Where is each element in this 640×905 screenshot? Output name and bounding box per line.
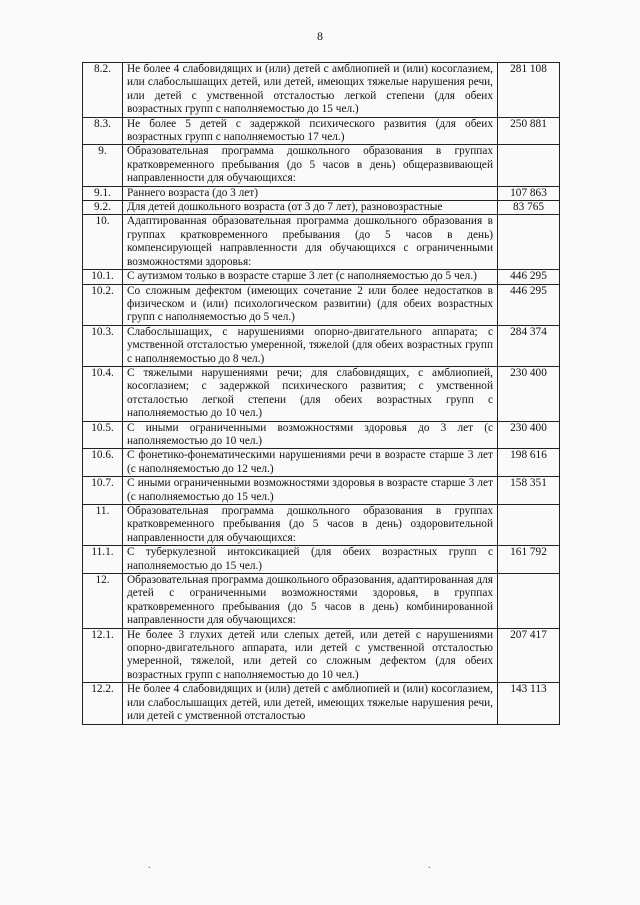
table-row: [83, 145, 560, 186]
table-row: [83, 284, 560, 325]
row-number: 10.1.: [83, 270, 123, 284]
row-value: 143 113: [498, 683, 560, 724]
row-description: Адаптированная образовательная программа дошкольного образования в группах кратковременного пребывания (до 5 часов в день) компенсирующей направленности для обучающихся с ограниченными возможностями здоровья:: [123, 215, 498, 270]
table-row: [83, 366, 560, 421]
row-description: Образовательная программа дошкольного образования в группах кратковременного пребывания (до 5 часов в день) общеразвивающей направленности для обучающихся:: [123, 145, 498, 186]
row-description: Раннего возраста (до 3 лет): [123, 186, 498, 200]
row-number: 10.4.: [83, 366, 123, 421]
row-value: 281 108: [498, 63, 560, 118]
row-value: 284 374: [498, 325, 560, 366]
table-row: [83, 270, 560, 284]
table-row: [83, 201, 560, 215]
row-value: 446 295: [498, 270, 560, 284]
table-body: [83, 63, 560, 725]
row-description: С туберкулезной интоксикацией (для обеих возрастных групп с наполняемостью до 15 чел.): [123, 546, 498, 574]
table-row: [83, 215, 560, 270]
table-row: [83, 421, 560, 449]
table-row: [83, 628, 560, 683]
row-value: 446 295: [498, 284, 560, 325]
row-number: 8.3.: [83, 117, 123, 145]
table-row: [83, 574, 560, 629]
scan-mark-left: .: [148, 860, 151, 871]
row-description: Образовательная программа дошкольного образования, адаптированная для детей с ограниченными возможностями здоровья, в группах кратковременного пребывания (до 5 часов в день) комбинированной направленности для обучающихся:: [123, 574, 498, 629]
table-row: [83, 325, 560, 366]
table-row: [83, 117, 560, 145]
row-description: Образовательная программа дошкольного образования в группах кратковременного пребывания (до 5 часов в день) оздоровительной направленности для обучающихся:: [123, 505, 498, 546]
row-description: С аутизмом только в возрасте старше 3 лет (с наполняемостью до 5 чел.): [123, 270, 498, 284]
row-value: [498, 574, 560, 629]
row-value: [498, 215, 560, 270]
row-number: 10.3.: [83, 325, 123, 366]
row-number: 11.: [83, 505, 123, 546]
row-value: 207 417: [498, 628, 560, 683]
row-value: [498, 505, 560, 546]
row-value: 198 616: [498, 449, 560, 477]
row-value: 107 863: [498, 186, 560, 200]
row-number: 9.1.: [83, 186, 123, 200]
row-description: Не более 3 глухих детей или слепых детей, или детей с нарушениями опорно-двигательного аппарата, или детей с умственной отсталостью умеренной, тяжелой, или детей со сложным дефектом (для обеих возрастных групп с наполняемостью до 10 чел.): [123, 628, 498, 683]
row-description: С иными ограниченными возможностями здоровья в возрасте старше 3 лет (с наполняемостью до 15 чел.): [123, 477, 498, 505]
row-description: С иными ограниченными возможностями здоровья до 3 лет (с наполняемостью до 10 чел.): [123, 421, 498, 449]
row-description: Со сложным дефектом (имеющих сочетание 2 или более недостатков в физическом и (или) психологическом развитии) (для обеих возрастных групп с наполняемостью до 5 чел.): [123, 284, 498, 325]
row-value: 230 400: [498, 421, 560, 449]
row-value: 83 765: [498, 201, 560, 215]
row-description: Не более 4 слабовидящих и (или) детей с амблиопией и (или) косоглазием, или слабослышащих детей, или детей, имеющих тяжелые нарушения речи, или детей с умственной отсталостью: [123, 683, 498, 724]
row-number: 9.2.: [83, 201, 123, 215]
table-row: [83, 505, 560, 546]
row-number: 10.5.: [83, 421, 123, 449]
row-number: 10.6.: [83, 449, 123, 477]
row-description: Не более 5 детей с задержкой психического развития (для обеих возрастных групп с наполняемостью 17 чел.): [123, 117, 498, 145]
row-value: [498, 145, 560, 186]
row-description: С тяжелыми нарушениями речи; для слабовидящих, с амблиопией, косоглазием; с задержкой психического развития; с умственной отсталостью легкой степени (для обеих возрастных групп с наполняемостью до 10 чел.): [123, 366, 498, 421]
table-row: [83, 683, 560, 724]
table-row: [83, 546, 560, 574]
table-row: [83, 186, 560, 200]
row-description: Для детей дошкольного возраста (от 3 до 7 лет), разновозрастные: [123, 201, 498, 215]
row-description: Не более 4 слабовидящих и (или) детей с амблиопией и (или) косоглазием, или слабослышащих детей, или детей, имеющих тяжелые нарушения речи, или детей с умственной отсталостью легкой степени (для обеих возрастных групп с наполняемостью до 15 чел.): [123, 63, 498, 118]
row-number: 12.2.: [83, 683, 123, 724]
row-description: Слабослышащих, с нарушениями опорно-двигательного аппарата; с умственной отсталостью умеренной, тяжелой (для обеих возрастных групп с наполняемостью до 8 чел.): [123, 325, 498, 366]
tariff-table: [82, 62, 560, 725]
row-value: 230 400: [498, 366, 560, 421]
row-number: 12.: [83, 574, 123, 629]
table-row: [83, 449, 560, 477]
row-number: 12.1.: [83, 628, 123, 683]
row-number: 8.2.: [83, 63, 123, 118]
table-row: [83, 477, 560, 505]
row-number: 11.1.: [83, 546, 123, 574]
row-description: С фонетико-фонематическими нарушениями речи в возрасте старше 3 лет (с наполняемостью до 12 чел.): [123, 449, 498, 477]
row-value: 161 792: [498, 546, 560, 574]
row-number: 9.: [83, 145, 123, 186]
row-number: 10.7.: [83, 477, 123, 505]
page-number: 8: [317, 29, 323, 43]
row-value: 158 351: [498, 477, 560, 505]
row-number: 10.: [83, 215, 123, 270]
row-number: 10.2.: [83, 284, 123, 325]
row-value: 250 881: [498, 117, 560, 145]
table-row: [83, 63, 560, 118]
scan-mark-right: .: [428, 860, 431, 871]
